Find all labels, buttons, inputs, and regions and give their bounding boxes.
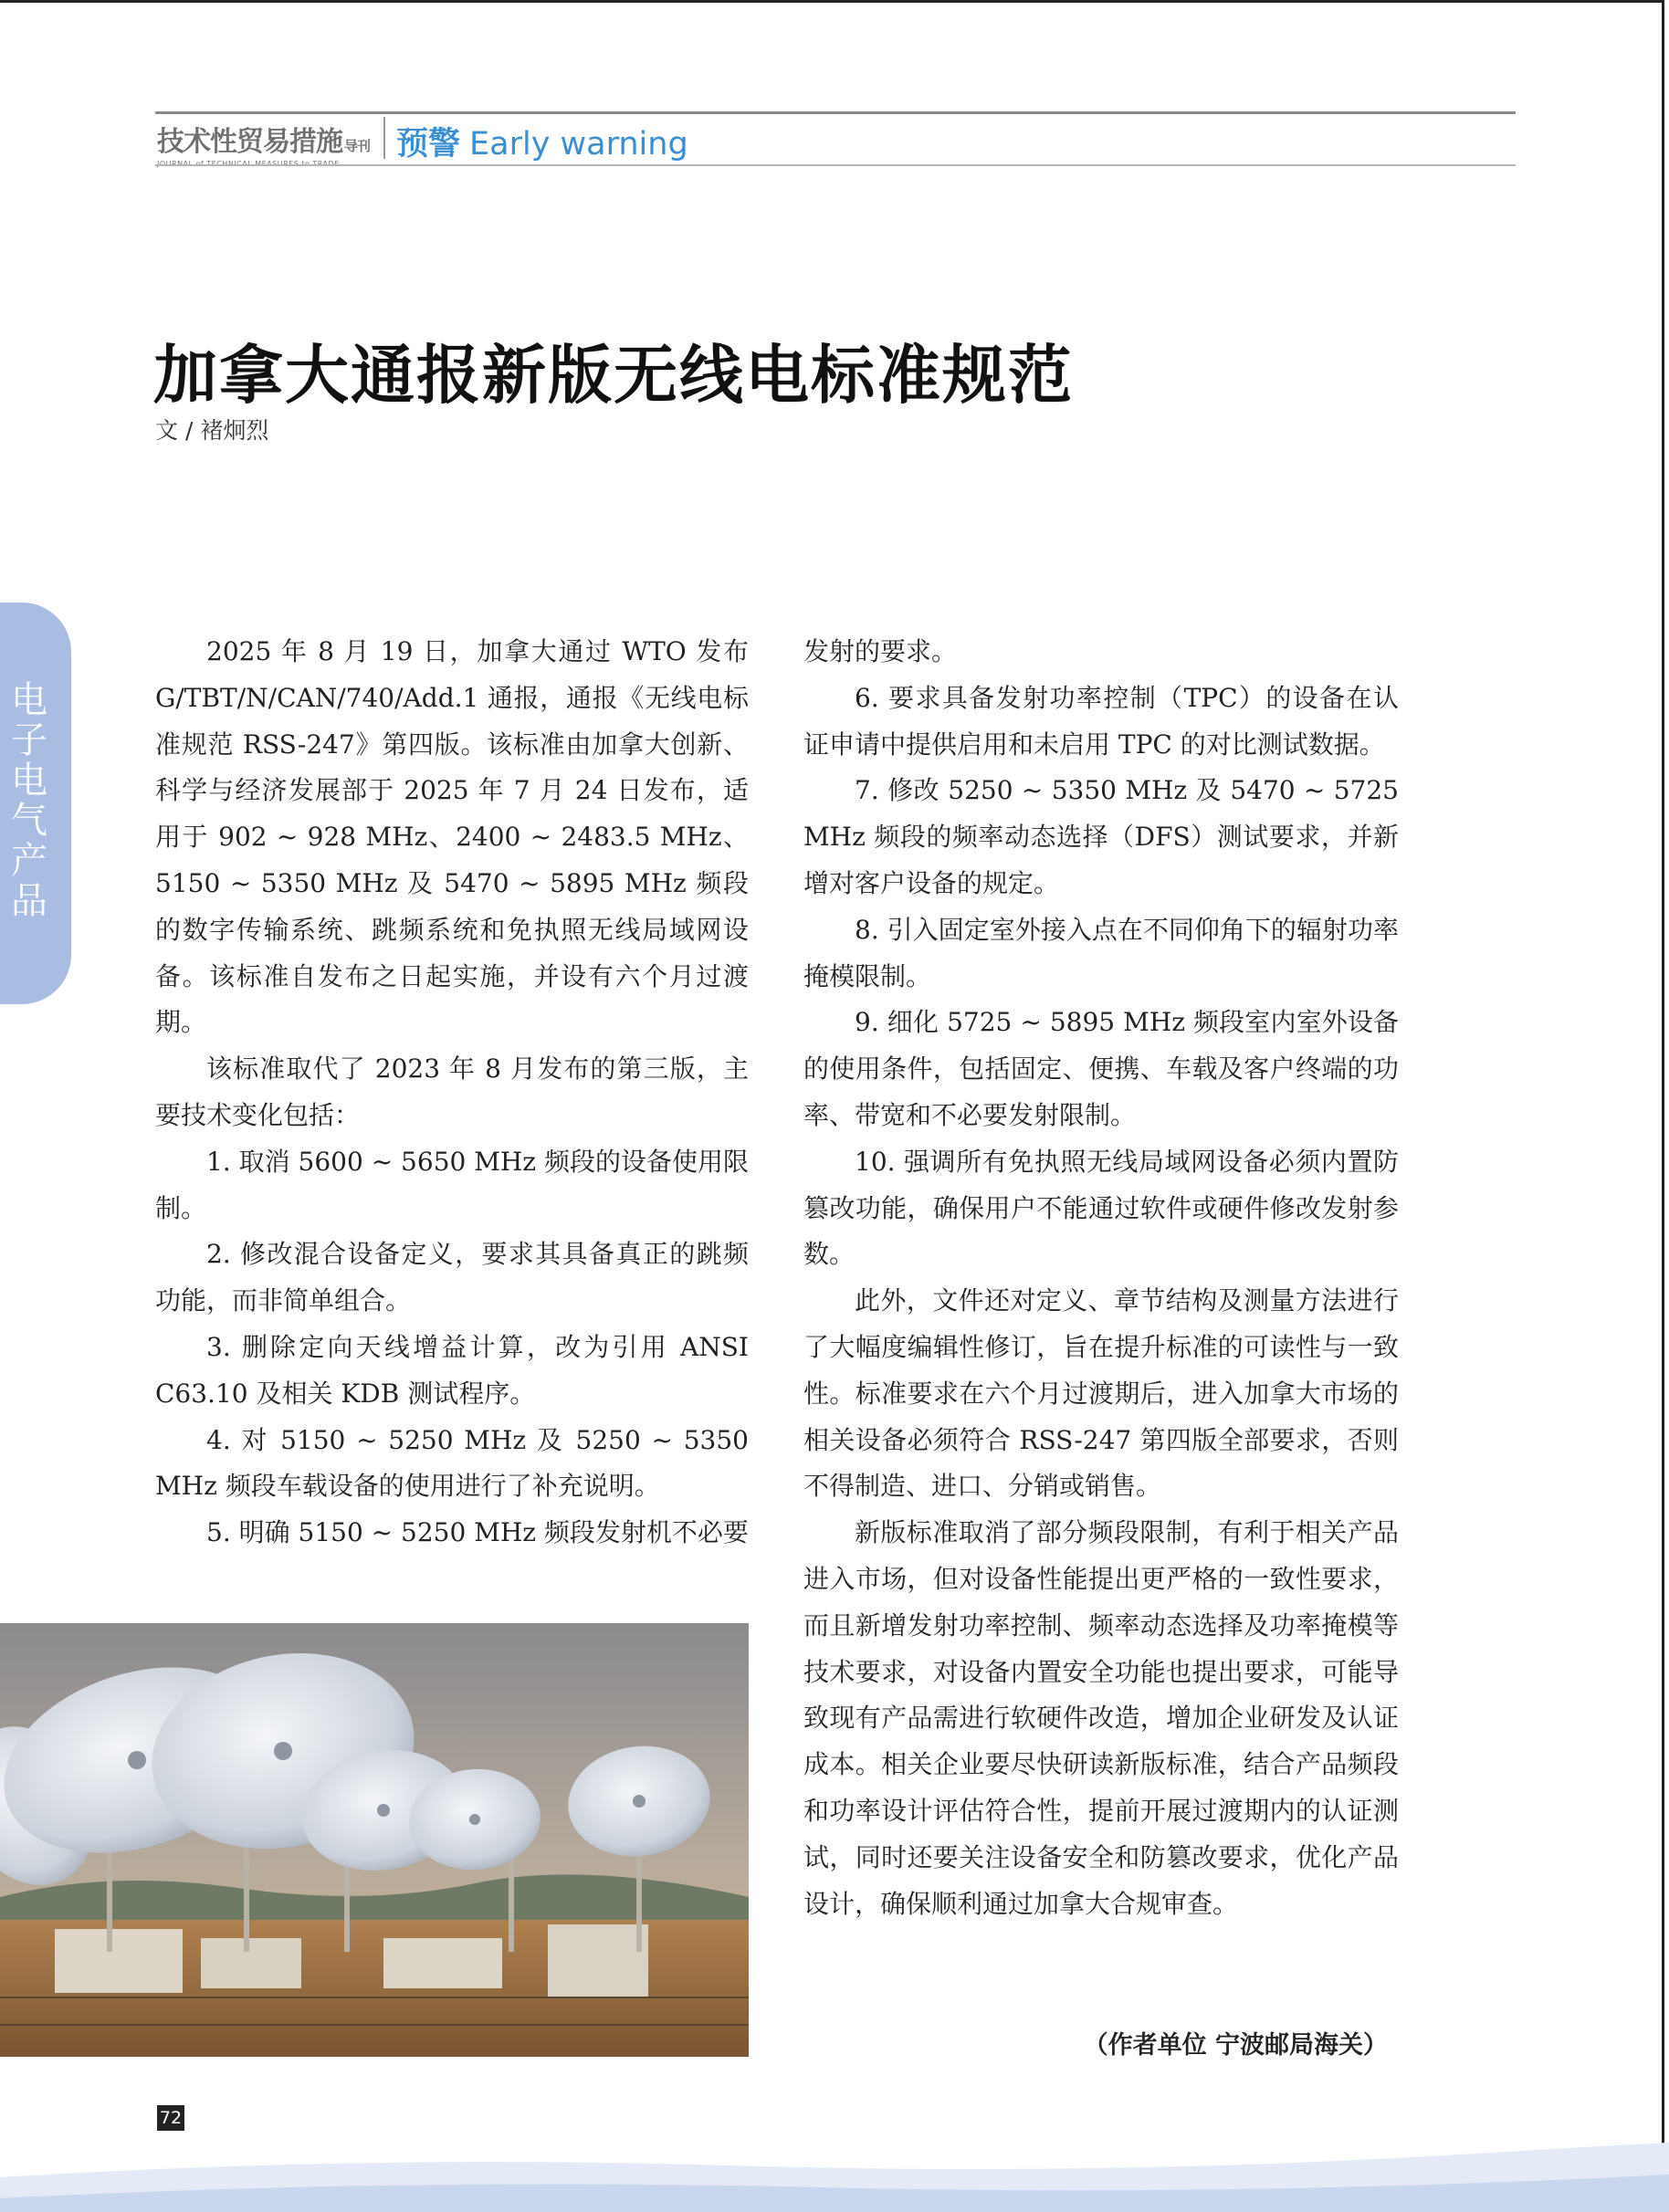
list-item: 8. 引入固定室外接入点在不同仰角下的辐射功率掩模限制。 [803, 914, 1399, 991]
list-item: 9. 细化 5725 ~ 5895 MHz 频段室内室外设备的使用条件，包括固定、便携、车载及客户终端的功率、带宽和不必要发射限制。 [803, 1007, 1399, 1130]
article-body-left-column [155, 629, 749, 1557]
body-paragraph: 此外，文件还对定义、章节结构及测量方法进行了大幅度编辑性修订，旨在提升标准的可读性与一致性。标准要求在六个月过渡期后，进入加拿大市场的相关设备必须符合 RSS-247 第四版全部要求，否则不得制造、进口、分销或销售。 [803, 1285, 1399, 1502]
section-label-cn: 预警 [396, 126, 461, 162]
footer-wave-decoration [0, 2091, 1669, 2212]
body-paragraph: 该标准取代了 2023 年 8 月发布的第三版，主要技术变化包括： [155, 1054, 749, 1130]
article-byline: 文 / 褚炯烈 [155, 417, 269, 444]
section-label [396, 119, 688, 164]
journal-name-sub: 导刊 [344, 138, 371, 154]
side-category-label [4, 680, 55, 921]
list-item: 7. 修改 5250 ~ 5350 MHz 及 5470 ~ 5725 MHz 频段的频率动态选择（DFS）测试要求，并新增对客户设备的规定。 [803, 775, 1399, 898]
author-affiliation: （作者单位 宁波邮局海关） [1083, 2031, 1388, 2060]
list-item: 5. 明确 5150 ~ 5250 MHz 频段发射机不必要 [206, 1517, 749, 1548]
section-label-en: Early warning [469, 126, 688, 162]
list-item: 10. 强调所有免执照无线局域网设备必须内置防篡改功能，确保用户不能通过软件或硬件修改发射参数。 [803, 1146, 1399, 1270]
article-title: 加拿大通报新版无线电标准规范 [153, 338, 1074, 413]
page-number: 72 [157, 2105, 184, 2131]
side-char: 电 [11, 679, 47, 721]
list-item: 2. 修改混合设备定义，要求其具备真正的跳频功能，而非简单组合。 [155, 1239, 749, 1316]
journal-logo [157, 119, 376, 168]
list-item: 3. 删除定向天线增益计算，改为引用 ANSI C63.10 及相关 KDB 测试程序。 [155, 1331, 749, 1409]
journal-name-main: 技术性贸易措施 [157, 126, 342, 158]
body-paragraph: 新版标准取消了部分频段限制，有利于相关产品进入市场，但对设备性能提出更严格的一致性要求，而且新增发射功率控制、频率动态选择及功率掩模等技术要求，对设备内置安全功能也提出要求，可能导致现有产品需进行软硬件改造，增加企业研发及认证成本。相关企业要尽快研读新版标准，结合产品频段和功率设计评估符合性，提前开展过渡期内的认证测试，同时还要关注设备安全和防篡改要求，优化产品设计，确保顺利通过加拿大合规审查。 [803, 1517, 1399, 1919]
side-char: 电 [11, 760, 47, 802]
body-paragraph: 2025 年 8 月 19 日，加拿大通过 WTO 发布 G/TBT/N/CAN/740/Add.1 通报，通报《无线电标准规范 RSS-247》第四版。该标准由加拿大创新、科学与经济发展部于 2025 年 7 月 24 日发布，适用于 902 ~ 928 MHz、2400 ~ 2483.5 MHz、5150 ~ 5350 MHz 及 5470 ~ 5895 MHz 频段的数字传输系统、跳频系统和免执照无线局域网设备。该标准自发布之日起实施，并设有六个月过渡期。 [155, 636, 749, 1038]
side-char: 子 [11, 719, 47, 761]
header-rule-top [155, 111, 1516, 114]
article-body-right-column [803, 629, 1399, 1927]
list-item: 4. 对 5150 ~ 5250 MHz 及 5250 ~ 5350 MHz 频段车载设备的使用进行了补充说明。 [155, 1424, 749, 1502]
side-char: 品 [11, 880, 47, 922]
side-char: 气 [11, 800, 47, 842]
journal-name-cn [157, 119, 376, 159]
list-item: 1. 取消 5600 ~ 5650 MHz 频段的设备使用限制。 [155, 1146, 749, 1223]
list-item: 6. 要求具备发射功率控制（TPC）的设备在认证申请中提供启用和未启用 TPC 的对比测试数据。 [803, 682, 1399, 760]
satellite-dishes-photo [0, 1623, 749, 2057]
header-separator [383, 117, 385, 159]
body-paragraph-continuation: 发射的要求。 [803, 636, 958, 666]
header-rule-bottom [155, 164, 1516, 166]
side-char: 产 [11, 840, 47, 882]
